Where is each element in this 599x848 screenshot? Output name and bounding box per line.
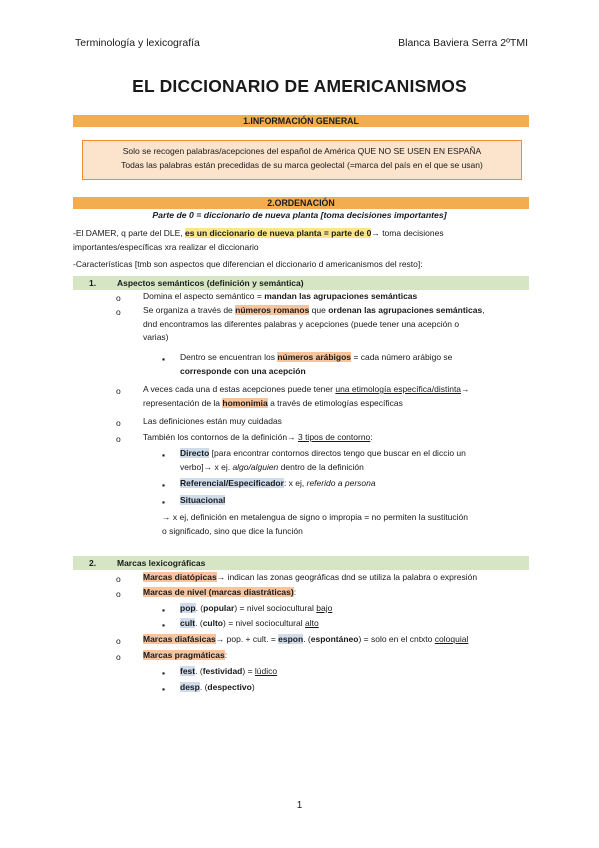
text: → xyxy=(461,384,470,394)
text: = cada número arábigo se xyxy=(351,352,453,362)
list-item xyxy=(143,290,417,304)
italic-text: referido a persona xyxy=(306,478,376,488)
bold-text: espontáneo xyxy=(310,634,359,644)
bullet-square: ▪ xyxy=(162,605,166,615)
highlight: pop xyxy=(180,603,196,613)
list-item xyxy=(143,304,529,345)
bullet-square: ▪ xyxy=(162,684,166,694)
bold-text: corresponde con una acepción xyxy=(180,365,306,376)
bullet-circle: o xyxy=(116,386,121,396)
text: ) = solo en el cntxto xyxy=(358,634,435,644)
text: → toma decisiones xyxy=(371,228,444,238)
section1-heading: 1.INFORMACIÓN GENERAL xyxy=(73,115,529,127)
bullet-circle: o xyxy=(116,418,121,428)
list-item xyxy=(143,586,296,600)
paragraph-damer-cont: importantes/específicas xra realizar el diccionario xyxy=(73,242,259,252)
bold-text: culto xyxy=(202,618,223,628)
bullet-square: ▪ xyxy=(162,668,166,678)
highlight: homonimia xyxy=(222,397,268,408)
bold-text: popular xyxy=(203,603,235,613)
text: ) = nivel sociocultural xyxy=(223,618,305,628)
text: Se organiza a través de xyxy=(143,305,236,315)
text: → pop. + cult. = xyxy=(215,634,279,644)
bold-text: mandan las agrupaciones semánticas xyxy=(264,291,418,301)
text: : xyxy=(224,650,228,660)
section2-heading: 2.ORDENACIÓN xyxy=(73,197,529,209)
list-item xyxy=(143,649,227,663)
list-subitem-cont xyxy=(162,511,529,538)
highlight: Marcas diafásicas xyxy=(143,634,216,644)
text: representación de la xyxy=(143,397,223,408)
text: → indican las zonas geográficas dnd se utiliza la palabra o expresión xyxy=(216,572,478,582)
bullet-circle: o xyxy=(116,589,121,599)
highlight: Marcas de nivel (marcas diastráticas) xyxy=(143,587,294,597)
text: [para encontrar contornos directos tengo que buscar en el diccio un xyxy=(209,448,466,458)
text: Domina el aspecto semántico = xyxy=(143,291,265,301)
info-box-line2: Todas las palabras están precedidas de su marca geolectal (=marca del país en el que se usan) xyxy=(121,160,483,170)
bullet-circle: o xyxy=(116,652,121,662)
underlined-text: lúdico xyxy=(254,666,278,676)
text: ) = xyxy=(242,666,255,676)
bullet-circle: o xyxy=(116,307,121,317)
info-box-line1: Solo se recogen palabras/acepciones del español de América QUE NO SE USEN EN ESPAÑA xyxy=(122,146,482,156)
list2-number: 2. xyxy=(89,558,97,568)
list-subitem xyxy=(180,617,319,631)
list-subitem xyxy=(180,351,529,378)
bullet-square: ▪ xyxy=(162,497,166,507)
bullet-square: ▪ xyxy=(162,480,166,490)
highlight: fest xyxy=(180,666,196,676)
highlight: Referencial/Especificador xyxy=(180,478,284,488)
italic-text: algo/alguien xyxy=(232,461,279,472)
list-subitem xyxy=(180,602,332,616)
highlight: cult xyxy=(180,618,196,628)
text: ) xyxy=(251,682,255,692)
text: Dentro se encuentran los xyxy=(180,352,278,362)
list-subitem xyxy=(180,477,376,491)
text: o significado, sino que dice la función xyxy=(162,525,303,536)
list-subitem xyxy=(180,665,277,679)
text: También los contornos de la definición→ xyxy=(143,432,298,442)
list2-title: Marcas lexicográficas xyxy=(117,558,206,568)
highlight: números romanos xyxy=(235,305,310,315)
bullet-square: ▪ xyxy=(162,450,166,460)
paragraph-caracteristicas: -Características [tmb son aspectos que diferencian el diccionario d americanismos del resto]: xyxy=(73,259,423,269)
bullet-circle: o xyxy=(116,636,121,646)
highlight: espon xyxy=(278,634,304,644)
bullet-circle: o xyxy=(116,574,121,584)
list-item xyxy=(143,633,468,647)
text: . ( xyxy=(303,634,311,644)
header-left: Terminología y lexicografía xyxy=(75,37,200,49)
text: -El DAMER, q parte del DLE, xyxy=(73,228,185,238)
bold-text: ordenan las agrupaciones semánticas xyxy=(328,305,483,315)
text: ) = nivel sociocultural xyxy=(234,603,317,613)
text: : x ej, xyxy=(283,478,307,488)
bold-text: despectivo xyxy=(207,682,252,692)
list1-title: Aspectos semánticos (definición y semántica) xyxy=(117,278,304,288)
page-title: EL DICCIONARIO DE AMERICANISMOS xyxy=(132,76,467,96)
list-subitem xyxy=(180,447,529,474)
text: dnd encontramos las diferentes palabras y acepciones (puede tener una acepción o xyxy=(143,318,460,329)
highlight: Situacional xyxy=(180,495,226,505)
highlight: Marcas pragmáticas xyxy=(143,650,225,660)
text: : xyxy=(370,432,373,442)
underlined-text: una etimología específica/distinta xyxy=(335,384,462,394)
list-item xyxy=(143,383,529,410)
underlined-text: 3 tipos de contorno xyxy=(297,432,371,442)
list-subitem xyxy=(180,681,255,695)
highlight: Directo xyxy=(180,448,210,458)
list1-heading xyxy=(73,276,529,290)
list-item: Las definiciones están muy cuidadas xyxy=(143,416,282,426)
bullet-circle: o xyxy=(116,293,121,303)
paragraph-damer xyxy=(73,226,444,240)
list2-heading xyxy=(73,556,529,570)
text: . ( xyxy=(195,618,203,628)
list-subitem xyxy=(180,494,225,508)
text: → x ej, definición en metalengua de signo o impropia = no permiten la sustitución xyxy=(162,512,468,522)
text: que xyxy=(309,305,329,315)
list1-number: 1. xyxy=(89,278,97,288)
text: . ( xyxy=(195,603,204,613)
info-box xyxy=(82,140,522,180)
text: dentro de la definición xyxy=(278,461,364,472)
bullet-circle: o xyxy=(116,434,121,444)
section2-subtitle: Parte de 0 = diccionario de nueva planta [toma decisiones importantes] xyxy=(152,210,447,220)
text: A veces cada una d estas acepciones puede tener xyxy=(143,384,336,394)
text: verbo]→ x ej. xyxy=(180,461,233,472)
highlight: Marcas diatópicas xyxy=(143,572,217,582)
highlight: es un diccionario de nueva planta = parte de 0 xyxy=(184,228,372,238)
underlined-text: coloquial xyxy=(434,634,469,644)
list-item xyxy=(143,571,477,585)
text: , xyxy=(482,305,485,315)
bold-text: festividad xyxy=(202,666,243,676)
list-item xyxy=(143,431,373,445)
text: varias) xyxy=(143,332,169,342)
page-number: 1 xyxy=(296,800,303,811)
underlined-text: bajo xyxy=(316,603,333,613)
bullet-square: ▪ xyxy=(162,354,166,364)
text: . ( xyxy=(199,682,208,692)
underlined-text: alto xyxy=(304,618,319,628)
text: : xyxy=(293,587,297,597)
text: a través de etimologías específicas xyxy=(267,397,403,408)
bullet-square: ▪ xyxy=(162,620,166,630)
text: . ( xyxy=(195,666,203,676)
highlight: desp xyxy=(180,682,200,692)
header-right: Blanca Baviera Serra 2ºTMI xyxy=(398,37,528,49)
highlight: números arábigos xyxy=(277,352,352,362)
